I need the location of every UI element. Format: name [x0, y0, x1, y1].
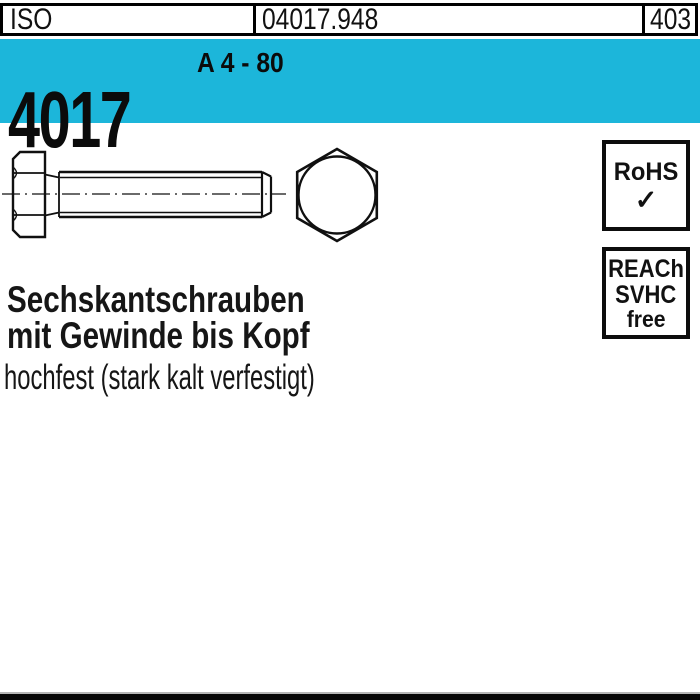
reach-label-line1: REACh	[608, 254, 684, 283]
bolt-head-front-hexagon	[297, 149, 377, 241]
standard-band	[0, 39, 700, 164]
product-subtitle: hochfest (stark kalt verfestigt)	[4, 358, 315, 397]
product-title	[7, 279, 385, 356]
thread-root-lines	[60, 178, 262, 213]
reach-label-line2: SVHC	[615, 280, 677, 309]
iso-cell	[3, 6, 256, 33]
rohs-check-icon: ✓	[634, 184, 658, 215]
product-title-line1: Sechskantschrauben	[7, 279, 305, 320]
rohs-badge	[602, 140, 690, 231]
bottom-bar	[0, 694, 700, 700]
reach-badge	[602, 247, 690, 339]
header-bar	[0, 3, 698, 36]
reach-label-line3: free	[626, 305, 666, 332]
standard-number: 4017	[8, 75, 131, 164]
iso-label: ISO	[10, 6, 53, 33]
product-title-line2: mit Gewinde bis Kopf	[7, 315, 310, 356]
page-number: 403	[649, 6, 691, 33]
head-washer-circle	[299, 157, 376, 234]
article-number: 04017.948	[262, 6, 379, 33]
article-number-cell	[256, 6, 645, 33]
material-grade: A 4 - 80	[197, 47, 284, 78]
hex-bolt-drawing	[0, 135, 400, 255]
rohs-label: RoHS	[613, 157, 679, 186]
page-number-cell	[645, 6, 695, 33]
